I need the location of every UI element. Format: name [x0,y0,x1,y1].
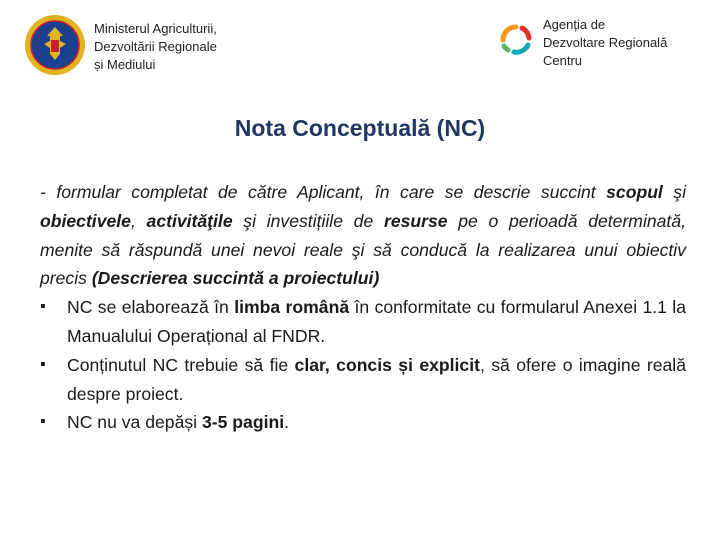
agency-logo [497,14,667,70]
agency-name [543,16,667,70]
bullet-text: în conformitate cu formularul Anexei 1.1 la Manualului Operațional al FNDR. [67,297,686,346]
intro-bold-text: obiectivele [40,210,131,231]
ministry-line-2: Dezvoltării Regionale [94,39,217,54]
page-title: Nota Conceptuală (NC) [234,115,486,141]
bullet-bold-text: clar, concis și explicit [294,354,480,375]
ministry-line-1: Ministerul Agriculturii, [94,21,217,36]
bullet-text: Conținutul NC trebuie să fie [67,354,295,375]
bullet-bold-text: limba română [234,297,350,318]
bullet-text: , să ofere o imagine reală despre proiect. [67,354,686,404]
intro-bold-text: activităţile [146,210,233,231]
list-item [40,351,686,409]
intro-text: pe o perioadă determinată, menite să răspundă unei nevoi reale şi să conducă la realizarea unui obiectiv precis [40,210,686,289]
header [0,0,720,90]
intro-text: şi [662,182,686,202]
intro-paragraph [40,178,686,293]
intro-text: - formular completat de către Aplicant, în care se descrie succint [40,182,607,202]
bullet-text: NC nu va depăși [67,412,202,433]
bullet-text: NC se elaborează în [67,297,235,318]
agency-line-1: Agenția de [543,17,606,32]
bullet-list [40,293,686,437]
intro-bold-text: resurse [383,210,448,231]
list-item [40,408,686,437]
agency-line-2: Dezvoltare Regională [543,35,668,50]
ministry-line-3: și Mediului [94,57,156,72]
intro-text: şi investițiile de [232,210,384,231]
ministry-name [94,20,217,74]
intro-bold-text: (Descrierea succintă a proiectului) [91,268,380,289]
bullet-text: . [284,412,289,433]
ministry-logo [24,14,217,76]
intro-text: , [130,210,147,231]
intro-bold-text: scopul [606,182,663,202]
agency-mark-icon [497,20,535,58]
list-item [40,293,686,351]
agency-line-3: Centru [543,53,583,68]
ministry-seal-icon [24,14,86,76]
slide-body [40,178,686,437]
bullet-bold-text: 3-5 pagini [201,412,285,433]
